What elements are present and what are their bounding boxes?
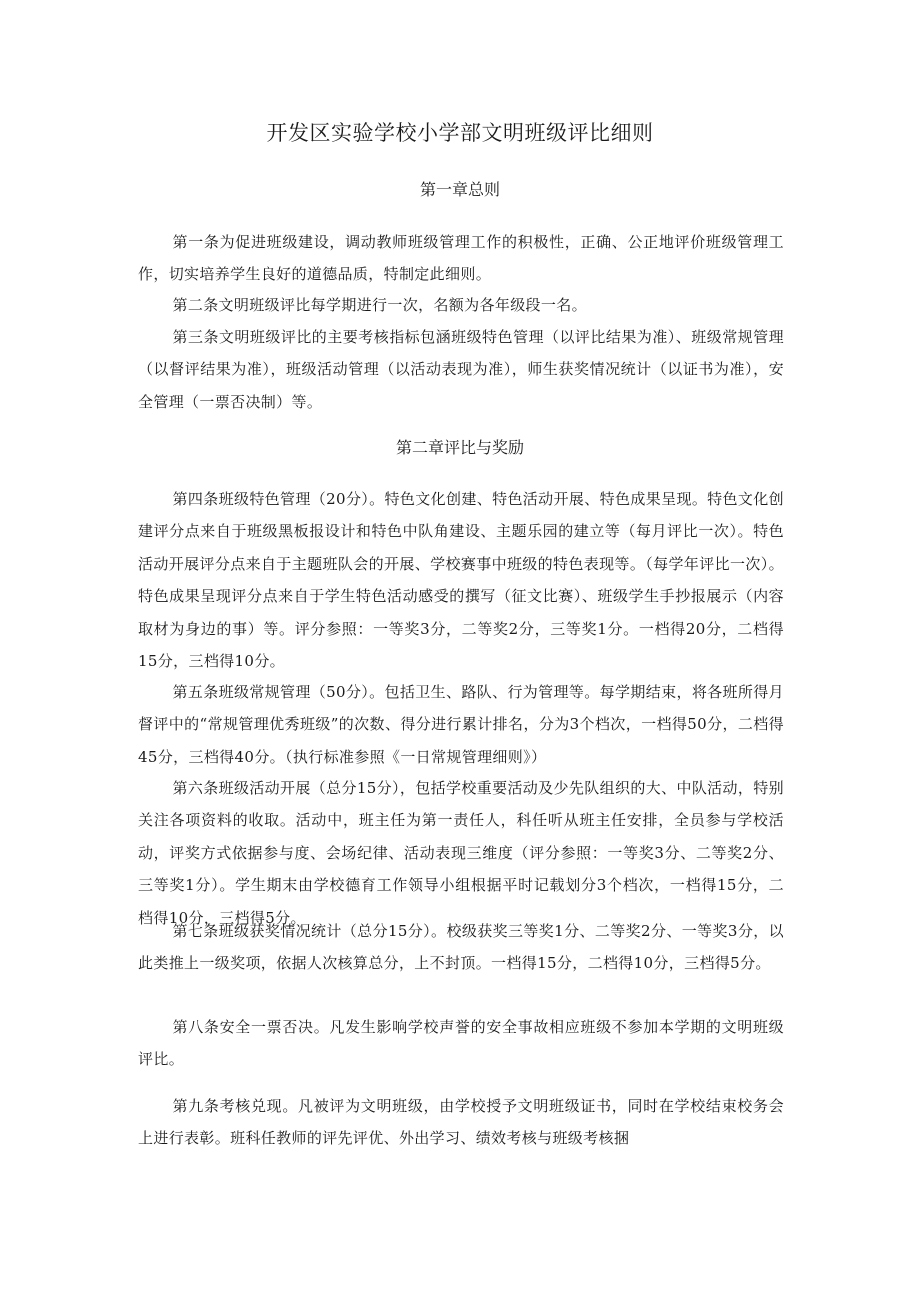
article-7: 第七条班级获奖情况统计（总分15分）。校级获奖三等奖1分、二等奖2分、一等奖3分，以此类推上一级奖项，依据人次核算总分，上不封顶。一档得15分，二档得10分，三档得5分。 [138, 922, 784, 973]
article-5: 第五条班级常规管理（50分）。包括卫生、路队、行为管理等。每学期结束，将各班所得月督评中的“常规管理优秀班级”的次数、得分进行累计排名，分为3个档次，一档得50分，二档得45分，三档得40分。（执行标准参照《一日常规管理细则》） [138, 683, 784, 766]
chapter-2-heading: 第二章评比与奖励 [395, 438, 524, 457]
article-2: 第二条文明班级评比每学期进行一次，名额为各年级段一名。 [172, 296, 587, 314]
document-title: 开发区实验学校小学部文明班级评比细则 [266, 121, 654, 145]
article-3: 第三条文明班级评比的主要考核指标包涵班级特色管理（以评比结果为准）、班级常规管理（以督评结果为准），班级活动管理（以活动表现为准），师生获奖情况统计（以证书为准），安全管理（一票否决制）等。 [138, 328, 784, 411]
article-9: 第九条考核兑现。凡被评为文明班级，由学校授予文明班级证书，同时在学校结束校务会上进行表彰。班科任教师的评先评优、外出学习、绩效考核与班级考核捆 [138, 1097, 784, 1148]
article-4: 第四条班级特色管理（20分）。特色文化创建、特色活动开展、特色成果呈现。特色文化创建评分点来自于班级黑板报设计和特色中队角建设、主题乐园的建立等（每月评比一次）。特色活动开展评分点来自于主题班队会的开展、学校赛事中班级的特色表现等。（每学年评比一次）。特色成果呈现评分点来自于学生特色活动感受的撰写（征文比赛）、班级学生手抄报展示（内容取材为身边的事）等。评分参照：一等奖3分，二等奖2分，三等奖1分。一档得20分，二档得15分，三档得10分。 [138, 490, 784, 671]
article-6: 第六条班级活动开展（总分15分），包括学校重要活动及少先队组织的大、中队活动，特别关注各项资料的收取。活动中，班主任为第一责任人，科任听从班主任安排，全员参与学校活动，评奖方式依据参与度、会场纪律、活动表现三维度（评分参照：一等奖3分、二等奖2分、三等奖1分）。学生期末由学校德育工作领导小组根据平时记载划分3个档次，一档得15分，二档得10分，三档得5分。 [138, 779, 784, 927]
article-8: 第八条安全一票否决。凡发生影响学校声誉的安全事故相应班级不参加本学期的文明班级评比。 [138, 1018, 784, 1069]
chapter-1-heading: 第一章总则 [419, 180, 500, 199]
article-1: 第一条为促进班级建设，调动教师班级管理工作的积极性，正确、公正地评价班级管理工作，切实培养学生良好的道德品质，特制定此细则。 [138, 233, 784, 284]
